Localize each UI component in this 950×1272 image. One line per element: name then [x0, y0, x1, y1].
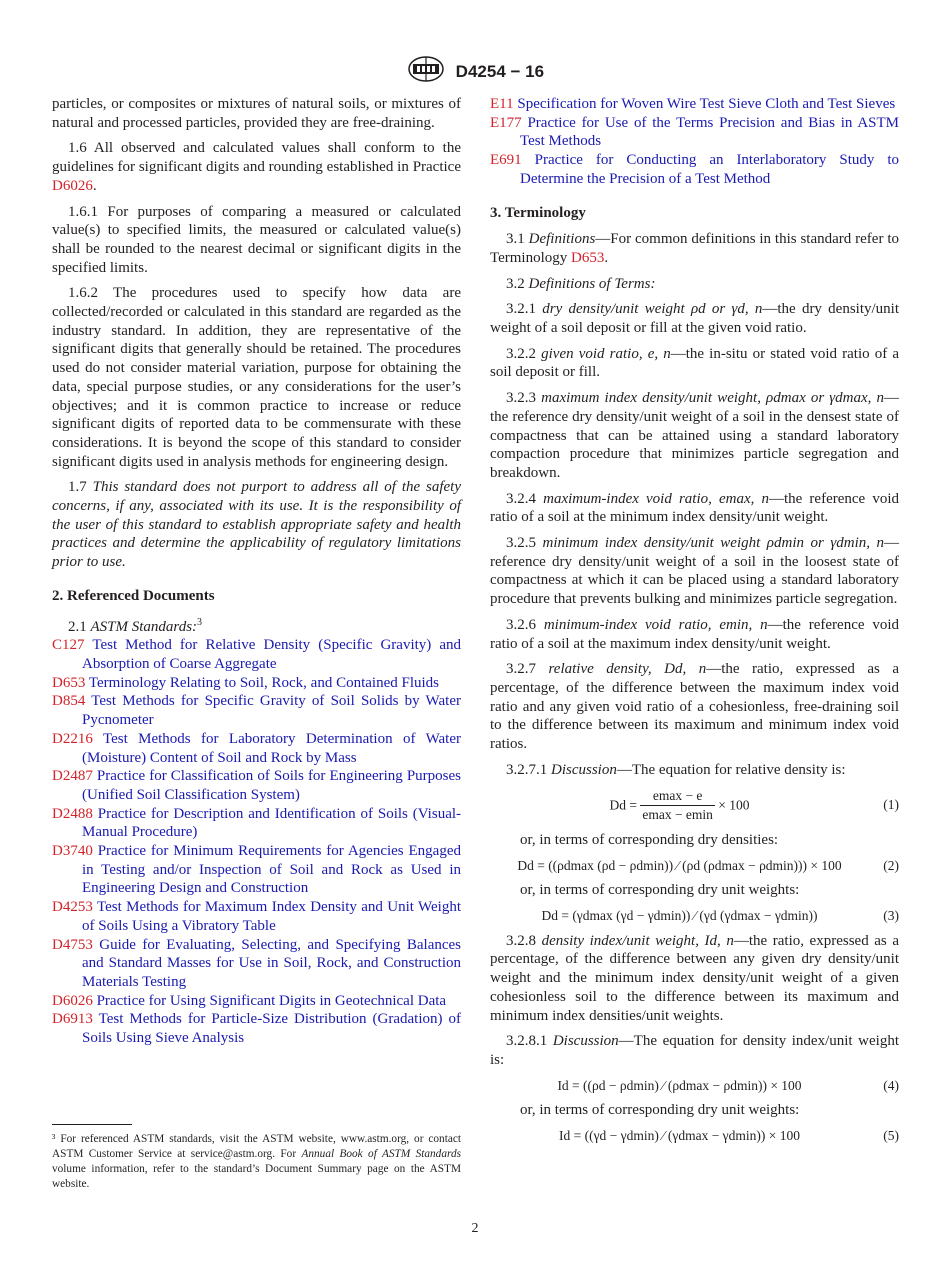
referenced-standards-list-cont — [490, 95, 899, 189]
ref-item[interactable]: D2216 Test Methods for Laboratory Determination of Water (Moisture) Content of Soil and Rock by Mass — [52, 730, 461, 766]
ref-item[interactable]: E177 Practice for Use of the Terms Precision and Bias in ASTM Test Methods — [490, 114, 900, 150]
equation-number: (4) — [883, 1077, 899, 1093]
left-column — [52, 95, 461, 1048]
section-3-2-6: 3.2.6 minimum-index void ratio, emin, n—the reference void ratio of a soil at the maximum index density/unit weight. — [490, 616, 900, 652]
page-header — [0, 55, 950, 85]
ref-item[interactable]: E691 Practice for Conducting an Interlaboratory Study to Determine the Precision of a Test Method — [490, 152, 899, 187]
or-dry-densities: or, in terms of corresponding dry densities: — [520, 831, 779, 848]
footnote-rule — [52, 1124, 132, 1125]
section-3-2-7: 3.2.7 relative density, Dd, n—the ratio, expressed as a percentage, of the difference between the maximum index void ratio and any given void ratio of a cohesionless, free-draining soil to the difference between its maximum and minimum index void ratios. — [490, 661, 900, 753]
section-3-2: 3.2 Definitions of Terms: — [506, 275, 656, 292]
footnote-3: ³ For referenced ASTM standards, visit the ASTM website, www.astm.org, or contact ASTM Customer Service at service@astm.org. For Annual Book of ASTM Standards volume information, refer to the standard’s Document Summary page on the ASTM website. — [52, 1133, 462, 1190]
right-column — [490, 95, 899, 1152]
equation-5: Id = ((γd − γdmin) ⁄ (γdmax − γdmin)) × 100 (5) — [490, 1127, 899, 1146]
astm-logo-icon — [406, 55, 446, 88]
section-3-heading: 3. Terminology — [490, 204, 586, 221]
ref-item[interactable]: D6913 Test Methods for Particle-Size Distribution (Gradation) of Soils Using Sieve Analysis — [52, 1011, 462, 1047]
equation-number: (5) — [883, 1128, 899, 1144]
section-3-2-1: 3.2.1 dry density/unit weight ρd or γd, n—the dry density/unit weight of a soil deposit or fill at the given void ratio. — [490, 301, 900, 337]
equation-2: Dd = ((ρdmax (ρd − ρdmin)) ⁄ (ρd (ρdmax − ρdmin))) × 100 (2) — [490, 857, 899, 876]
ref-item[interactable]: D3740 Practice for Minimum Requirements for Agencies Engaged in Testing and/or Inspection of Soil and Rock as Used in Engineering Design and Construction — [52, 843, 461, 897]
ref-item[interactable]: D4253 Test Methods for Maximum Index Density and Unit Weight of Soils Using a Vibratory Table — [52, 899, 461, 934]
intro-paragraph: particles, or composites or mixtures of natural soils, or mixtures of natural and processed particles, provided they are free-draining. — [52, 96, 461, 131]
section-3-2-4: 3.2.4 maximum-index void ratio, emax, n—the reference void ratio of a soil at the minimum index density/unit weight. — [490, 490, 899, 526]
section-3-2-2: 3.2.2 given void ratio, e, n—the in-situ or stated void ratio of a soil deposit or fill. — [490, 345, 900, 381]
equation-1: Dd = $\frac{emax - e}{emax - emin}$ × 100 (1) — [609, 787, 899, 823]
equation-4: Id = ((ρd − ρdmin) ⁄ (ρdmax − ρdmin)) × 100 (4) — [490, 1077, 899, 1096]
equation-number: (2) — [883, 857, 899, 873]
section-2-heading: 2. Referenced Documents — [52, 587, 215, 604]
ref-item[interactable]: D2488 Practice for Description and Identification of Soils (Visual-Manual Procedure) — [52, 805, 462, 841]
ref-item[interactable]: D2487 Practice for Classification of Soils for Engineering Purposes (Unified Soil Classification System) — [52, 768, 462, 803]
page-number: 2 — [471, 1221, 479, 1236]
section-3-2-8: 3.2.8 density index/unit weight, Id, n—the ratio, expressed as a percentage, of the difference between any given dry density/unit weight and the minimum index density/unit weight of a given cohesionless soil to the difference between its maximum and minimum index densities/unit weights. — [490, 932, 900, 1024]
section-3-1: 3.1 Definitions—For common definitions in this standard refer to Terminology D653. — [490, 231, 899, 266]
ref-item[interactable]: D4753 Guide for Evaluating, Selecting, and Specifying Balances and Standard Masses for Use in Soil, Rock, and Construction Materials Testing — [52, 936, 462, 990]
referenced-standards-list — [52, 636, 461, 1047]
section-1-6-2: 1.6.2 The procedures used to specify how data are collected/recorded or calculated in this standard are regarded as the industry standard. In addition, they are representative of the significant digits that generally should be retained. The procedures used do not consider material variation, purpose for obtaining the data, special purpose studies, or any considerations for the user’s objectives; and it is common practice to increase or reduce significant digits of reported data to be commensurate with these considerations. It is beyond the scope of this standard to consider significant digits used in analysis methods for engineering design. — [52, 285, 461, 470]
equation-number: (1) — [883, 797, 899, 813]
link-d6026[interactable]: D6026 — [52, 177, 93, 194]
equation-number: (3) — [883, 908, 899, 924]
section-1-6-1: 1.6.1 For purposes of comparing a measured or calculated value(s) to specified limits, the measured or calculated value(s) shall be rounded to the nearest decimal or significant digits in the specified limits. — [52, 203, 461, 276]
section-1-7: 1.7 This standard does not purport to address all of the safety concerns, if any, associated with its use. It is the responsibility of the user of this standard to establish appropriate safety and health practices and determine the applicability of regulatory limitations prior to use. — [52, 479, 462, 571]
ref-item[interactable]: D854 Test Methods for Specific Gravity of Soil Solids by Water Pycnometer — [52, 693, 461, 729]
ref-item[interactable]: D6026 Practice for Using Significant Digits in Geotechnical Data — [52, 992, 447, 1009]
section-1-6: 1.6 All observed and calculated values shall conform to the guidelines for significant digits and rounding established in Practice D6026. — [52, 140, 461, 194]
ref-item[interactable]: E11 Specification for Woven Wire Test Sieve Cloth and Test Sieves — [490, 96, 896, 112]
section-3-2-3: 3.2.3 maximum index density/unit weight, ρdmax or γdmax, n—the reference dry density/unit weight of a soil in the densest state of compactness that can be attained using a standard laboratory compaction procedure that minimizes particle segregation and breakdown. — [490, 390, 900, 481]
ref-item[interactable]: C127 Test Method for Relative Density (Specific Gravity) and Absorption of Coarse Aggregate — [52, 637, 462, 672]
equation-3: Dd = (γdmax (γd − γdmin)) ⁄ (γd (γdmax − γdmin)) (3) — [490, 907, 899, 926]
link-d653[interactable]: D653 — [571, 249, 605, 266]
or-dry-unit-weights-2: or, in terms of corresponding dry unit weights: — [520, 1102, 800, 1119]
section-3-2-5: 3.2.5 minimum index density/unit weight ρdmin or γdmin, n—reference dry density/unit weight of a soil in the loosest state of compactness at which it can be placed using a standard laboratory procedure that prevents bulking and minimizes particle segregation. — [490, 535, 899, 608]
ref-item[interactable]: D653 Terminology Relating to Soil, Rock, and Contained Fluids — [52, 674, 440, 691]
section-3-2-7-1: 3.2.7.1 Discussion—The equation for relative density is: — [506, 761, 846, 778]
section-3-2-8-1: 3.2.8.1 Discussion—The equation for density index/unit weight is: — [490, 1033, 899, 1068]
or-dry-unit-weights: or, in terms of corresponding dry unit weights: — [520, 882, 800, 899]
document-id: D4254 − 16 — [455, 61, 545, 81]
section-2-1: 2.1 ASTM Standards:$^3$ — [68, 616, 203, 635]
